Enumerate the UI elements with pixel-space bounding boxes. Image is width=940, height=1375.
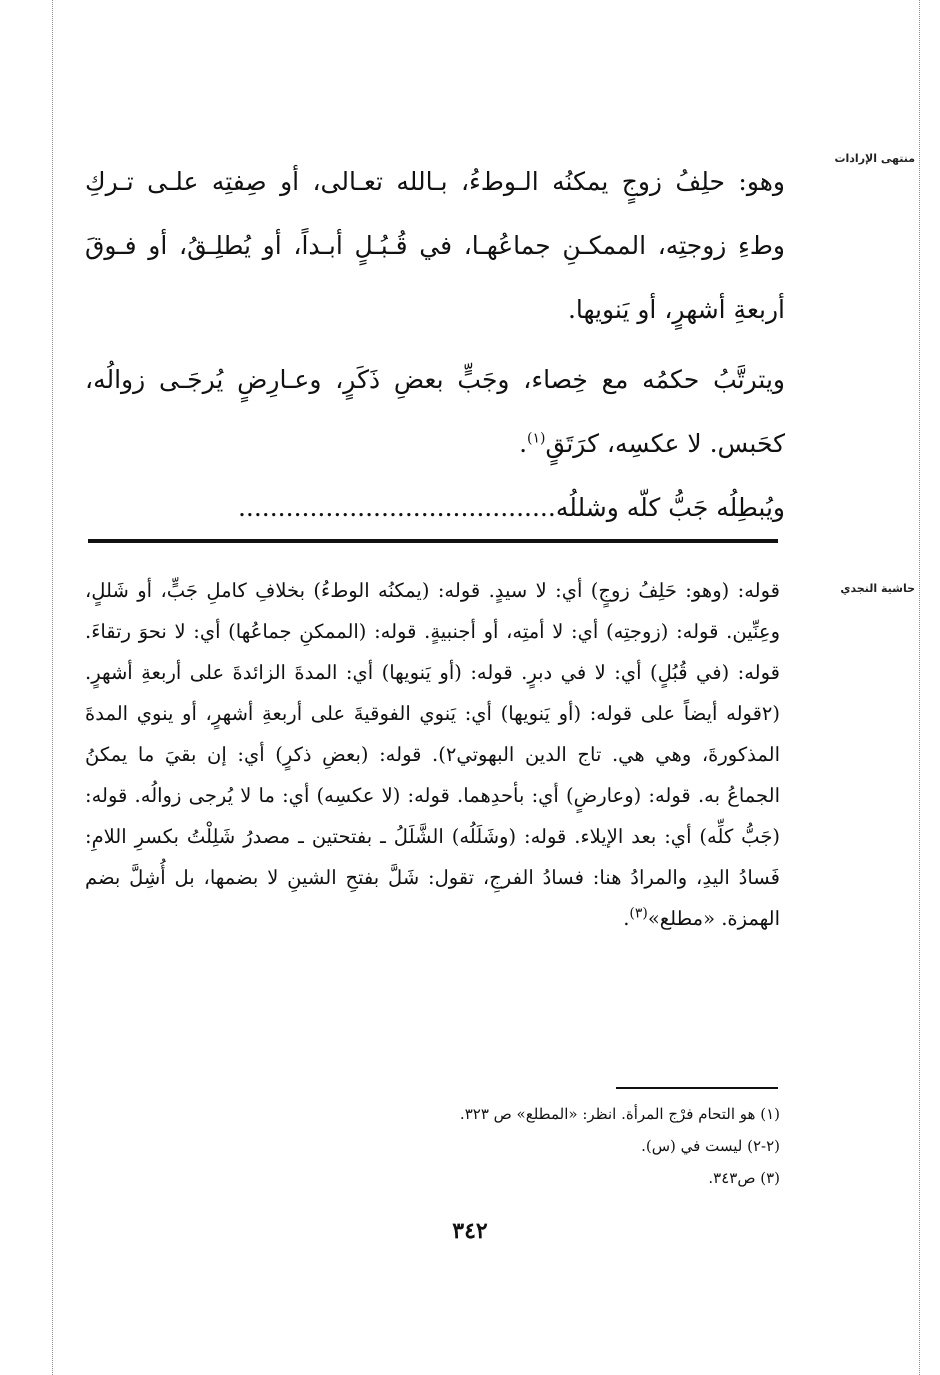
commentary-text: قوله: (وهو: حَلِفُ زوجٍ) أي: لا سيدٍ. قوله: (يمكنُه الوطءُ) بخلافِ كاملِ جَبٍّ، أو شَللٍ، وعِنِّين. قوله: (زوجتِه) أي: لا أمتِه، أو أجنبيةٍ. قوله: (الممكنِ جماعُها) أي: لا نحوَ رتقاءَ. قوله: (في قُبُلٍ) أي: لا في دبرٍ. قوله: (أو يَنويها) أي: المدةَ الزائدةَ على أربعةِ أشهرٍ. (٢قوله أيضاً على قوله: (أو يَنويها) أي: يَنوي الفوقيةَ على أربعةِ أشهرٍ، أو ينوي المدةَ المذكورةَ، وهي هي. تاج الدين البهوتي٢). قوله: (بعضِ ذكرٍ) أي: إن بقيَ ما يمكنُ الجماعُ به. قوله: (وعارضٍ) أي: بأحدِهما. قوله: (لا عكسِه) أي: ما لا يُرجى زوالُه. قوله: (جَبُّ كلِّه) أي: بعد الإيلاء. قوله: (وشَلَلُه) الشَّلَلُ ـ بفتحتين ـ مصدرُ شَلِلْتُ بكسرِ اللامِ: فَسادُ اليدِ، والمرادُ هنا: فسادُ الفرجِ، تقول: شَلَّ بفتحِ الشينِ لا بضمها، بل أُشِلَّ بضم الهمزة. «مطلع» bbox=[85, 579, 781, 930]
commentary-block bbox=[85, 570, 780, 939]
main-paragraph-2-end: . bbox=[519, 429, 528, 458]
main-paragraph-2-text: ويترتَّبُ حكمُه مع خِصاء، وجَبٍّ بعضِ ذَكَرٍ، وعـارِضٍ يُرجَـى زوالُه، كحَبس. لا عكسِه، كرَتَقٍ bbox=[85, 365, 785, 458]
scan-edge-right bbox=[919, 0, 920, 1375]
margin-label-main: منتهى الإرادات bbox=[834, 152, 915, 165]
main-paragraph-2 bbox=[85, 348, 785, 476]
section-divider bbox=[88, 539, 778, 543]
footnote-ref-1: (١) bbox=[527, 430, 546, 447]
main-paragraph-1: وهو: حلِفُ زوجٍ يمكنُه الـوطءُ، بـالله تعـالى، أو صِفتِه علـى تـركِ وطءِ زوجتِه، الممكـنِ جماعُهـا، في قُـبُـلٍ أبـداً، أو يُطلِـقُ، أو فـوقَ أربعةِ أشهرٍ، أو يَنويها. bbox=[85, 167, 785, 324]
page-number: ٣٤٢ bbox=[452, 1218, 488, 1244]
scan-edge-left bbox=[52, 0, 53, 1375]
main-paragraph-3-text: ويُبطِلُه جَبُّ كلّه وشللُه bbox=[555, 493, 785, 522]
footnote-1: (١) هو التحام فرْج المرأة. انظر: «المطلع» ص ٣٢٣. bbox=[459, 1105, 780, 1123]
footnotes-block bbox=[300, 1098, 780, 1194]
footnote-2: (٢-٢) ليست في (س). bbox=[641, 1137, 780, 1155]
commentary-end: . bbox=[623, 907, 630, 930]
main-text-block bbox=[85, 150, 785, 540]
main-paragraph-3 bbox=[85, 476, 785, 540]
margin-label-commentary: حاشية النجدي bbox=[840, 582, 915, 595]
continuation-dots: ........................................ bbox=[237, 493, 556, 522]
footnote-ref-3: (٣) bbox=[629, 905, 648, 922]
footnote-divider bbox=[616, 1087, 778, 1089]
footnote-3: (٣) ص٣٤٣. bbox=[708, 1169, 780, 1187]
